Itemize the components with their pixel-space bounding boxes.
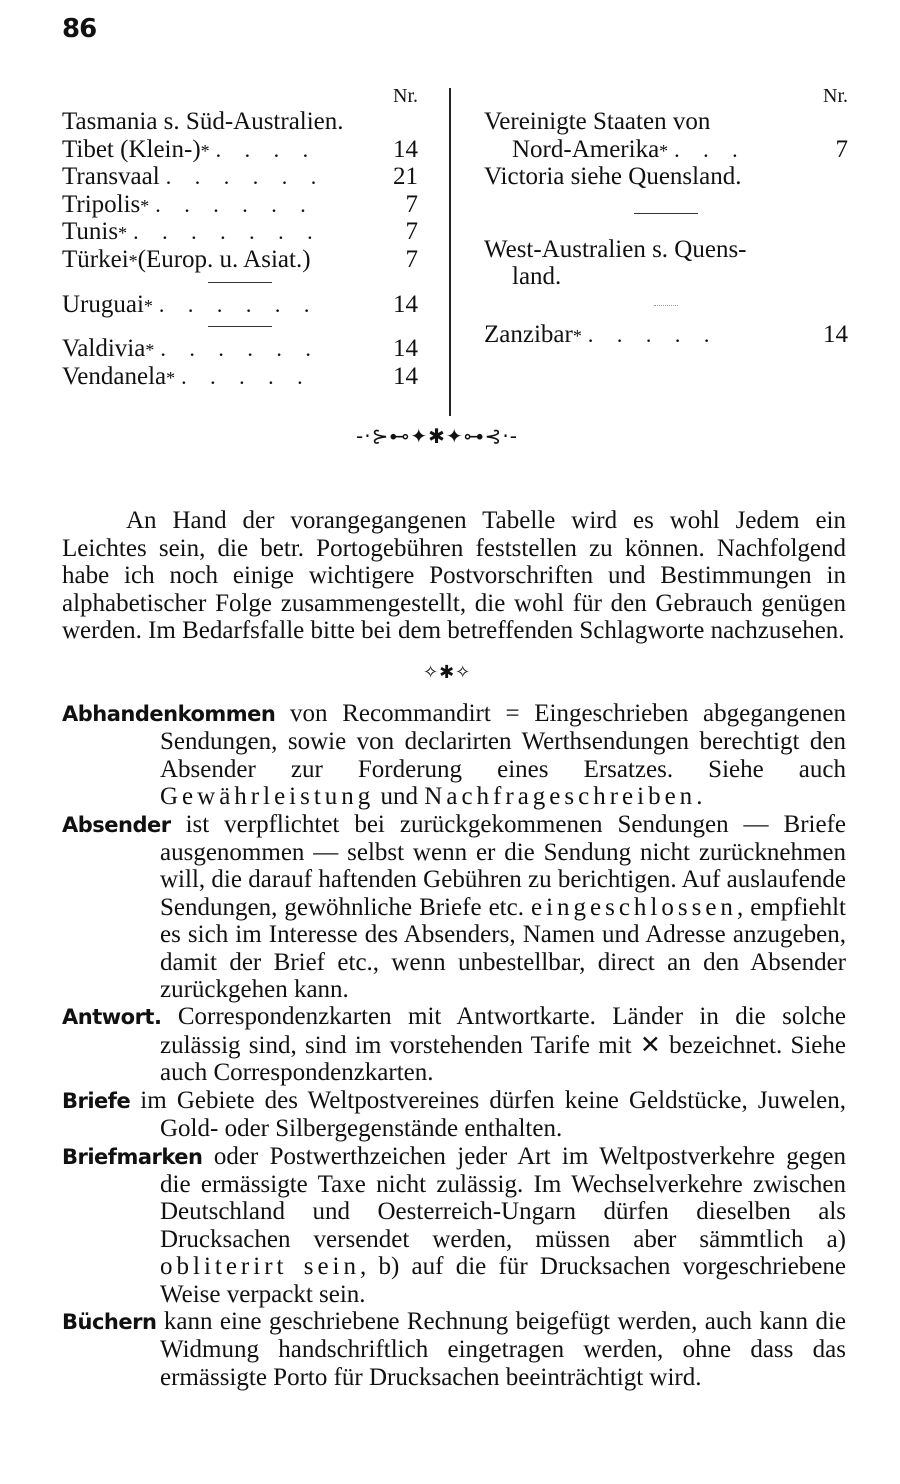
tariff-number: 21	[393, 163, 418, 191]
entry-text: oder Postwerthzeichen jeder Art im Weltpostverkehre gegen die ermässigte Taxe nicht zulässig. Im Wechselverkehre zwischen Deutschland und Oesterreich-Ungarn dürfen dieselben als Drucksachen versendet werden, müssen aber sämmtlich a)	[160, 1142, 846, 1253]
entry-text: , empfiehlt es sich im Interesse des Absenders, Namen und Adresse anzugeben, damit der Brief etc., wenn unbestellbar, direct an den Absender zurückgehen kann.	[160, 893, 846, 1004]
nr-column-header: Nr.	[823, 85, 848, 107]
leader-dots: . . . . . .	[155, 191, 315, 217]
leader-dots: . . . . . .	[165, 164, 326, 190]
country-name: Uruguai	[62, 290, 144, 318]
country-name: Tasmania s. Süd-Australien.	[62, 108, 344, 135]
list-item	[62, 1308, 846, 1391]
ornament-divider: -·⊱⊷✦✱✦⊶⊰·-	[356, 424, 518, 448]
entry-spaced-term: Nachfrageschreiben	[424, 783, 697, 811]
tariff-number: 14	[393, 135, 418, 163]
table-row: Tibet (Klein-) * . . . . 14	[62, 135, 418, 163]
country-name: Transvaal	[62, 163, 160, 191]
entry-keyword: Briefmarken	[62, 1144, 203, 1169]
table-row	[484, 236, 848, 264]
table-row: Tripolis * . . . . . . 7	[62, 190, 418, 218]
leader-dots: . . . .	[215, 136, 318, 162]
list-item	[62, 700, 846, 811]
leader-dots: . . .	[674, 136, 747, 162]
column-divider	[449, 88, 451, 416]
country-name: Vereinigte Staaten von	[484, 108, 711, 135]
country-name: Türkei	[62, 245, 129, 273]
section-rule	[634, 213, 698, 214]
table-row: Nord-Amerika * . . . 7	[512, 135, 848, 163]
tariff-number: 14	[393, 335, 418, 363]
entry-keyword: Büchern	[62, 1309, 157, 1334]
country-name-suffix: (Europ. u. Asiat.)	[137, 245, 311, 273]
country-name: Tunis	[62, 218, 119, 246]
section-rule	[208, 326, 272, 327]
tariff-number: 14	[823, 320, 848, 348]
list-item	[62, 1087, 846, 1143]
country-name: Valdivia	[62, 335, 146, 363]
ornament-divider: ✧✱✧	[423, 662, 472, 683]
entry-keyword: Briefe	[62, 1088, 131, 1113]
section-rule	[208, 282, 272, 283]
entry-text: , b) auf die für Drucksachen vorgeschriebene Weise verpackt sein.	[160, 1253, 846, 1308]
table-row: Zanzibar * . . . . . 14	[484, 320, 848, 348]
table-row	[484, 108, 848, 136]
intro-paragraph: An Hand der vorangegangenen Tabelle wird es wohl Jedem ein Leichtes sein, die betr. Portogebühren feststellen zu können. Nachfolgend habe ich noch einige wichtigere Postvorschriften und Bestimmungen in alphabetischer Folge zusammengestellt, die wohl für den Gebrauch genügen werden. Im Bedarfsfalle bitte bei dem betreffenden Schlagworte nachzusehen.	[62, 507, 846, 645]
list-item	[62, 1003, 846, 1086]
entry-spaced-term: obliterirt sein	[160, 1253, 360, 1281]
country-name: West-Australien s. Quens-	[484, 235, 747, 263]
entry-text: .	[696, 783, 703, 811]
table-row: Uruguai * . . . . . . 14	[62, 290, 418, 318]
entry-spaced-term: Gewährleistung	[160, 783, 375, 811]
table-row: Tunis * . . . . . . . 7	[62, 218, 418, 246]
table-row: Vendanela * . . . . . 14	[62, 362, 418, 390]
entry-text: von Recommandirt = Eingeschrieben abgegangenen Sendungen, sowie von declarirten Werthsendungen berechtigt den Absender zur Forderung eines Ersatzes. Siehe auch	[160, 700, 846, 783]
regulations-list	[62, 700, 846, 1391]
table-row: Valdivia * . . . . . . 14	[62, 335, 418, 363]
entry-text: und	[374, 783, 425, 811]
leader-dots: . . . . . .	[160, 336, 320, 362]
page-number: 86	[62, 14, 97, 44]
country-name: Victoria siehe Quensland.	[484, 163, 742, 191]
entry-text: kann eine geschriebene Rechnung beigefügt werden, auch kann die Widmung handschriftlich eingetragen werden, ohne dass das ermässigte Porto für Drucksachen beeinträchtigt wird.	[156, 1307, 846, 1391]
table-row	[484, 163, 848, 191]
entry-spaced-term: eingeschlossen	[530, 893, 737, 921]
table-row: Türkei * (Europ. u. Asiat.) 7	[62, 245, 418, 273]
leader-dots: . . . . . .	[158, 291, 319, 317]
table-row	[62, 163, 418, 191]
entry-text: Correspondenzkarten mit Antwortkarte. Länder in die solche zulässig sind, sind im vorstehenden Tarife mit ✕ bezeichnet. Siehe auch Correspondenzkarten.	[160, 1003, 846, 1087]
tariff-number: 7	[835, 135, 848, 163]
leader-dots: . . . . . . .	[133, 219, 322, 245]
list-item	[62, 811, 846, 1004]
faint-rule	[654, 305, 678, 307]
tariff-number: 7	[405, 190, 418, 218]
country-name: Tripolis	[62, 190, 141, 218]
tariff-table-left	[62, 84, 418, 390]
list-item	[62, 1143, 846, 1308]
leader-dots: . . . . .	[587, 321, 719, 347]
entry-keyword: Absender	[62, 812, 171, 837]
country-name-continuation: land.	[512, 263, 562, 291]
tariff-number: 7	[405, 245, 418, 273]
entry-text: ist verpflichtet bei zurückgekommenen Sendungen — Briefe ausgenommen — selbst wenn er die Sendung nicht zurücknehmen will, die darauf haftenden Gebühren zu berichtigen. Auf auslaufende Sendungen, gewöhnliche Briefe etc.	[160, 810, 846, 921]
table-row	[62, 108, 418, 136]
country-name: Tibet (Klein-)	[62, 135, 201, 163]
nr-column-header: Nr.	[393, 85, 418, 107]
tariff-number: 7	[405, 218, 418, 246]
tariff-number: 14	[393, 290, 418, 318]
table-row	[484, 263, 848, 291]
country-name: Zanzibar	[484, 320, 573, 348]
country-name-continuation: Nord-Amerika	[512, 135, 660, 163]
entry-text: im Gebiete des Weltpostvereines dürfen keine Geldstücke, Juwelen, Gold- oder Silbergegenstände enthalten.	[130, 1086, 846, 1143]
entry-keyword: Abhandenkommen	[62, 702, 276, 726]
tariff-number: 14	[393, 362, 418, 390]
entry-keyword: Antwort.	[62, 1005, 162, 1030]
leader-dots: . . . . .	[181, 363, 312, 389]
tariff-table-right	[484, 84, 848, 349]
country-name: Vendanela	[62, 362, 167, 390]
